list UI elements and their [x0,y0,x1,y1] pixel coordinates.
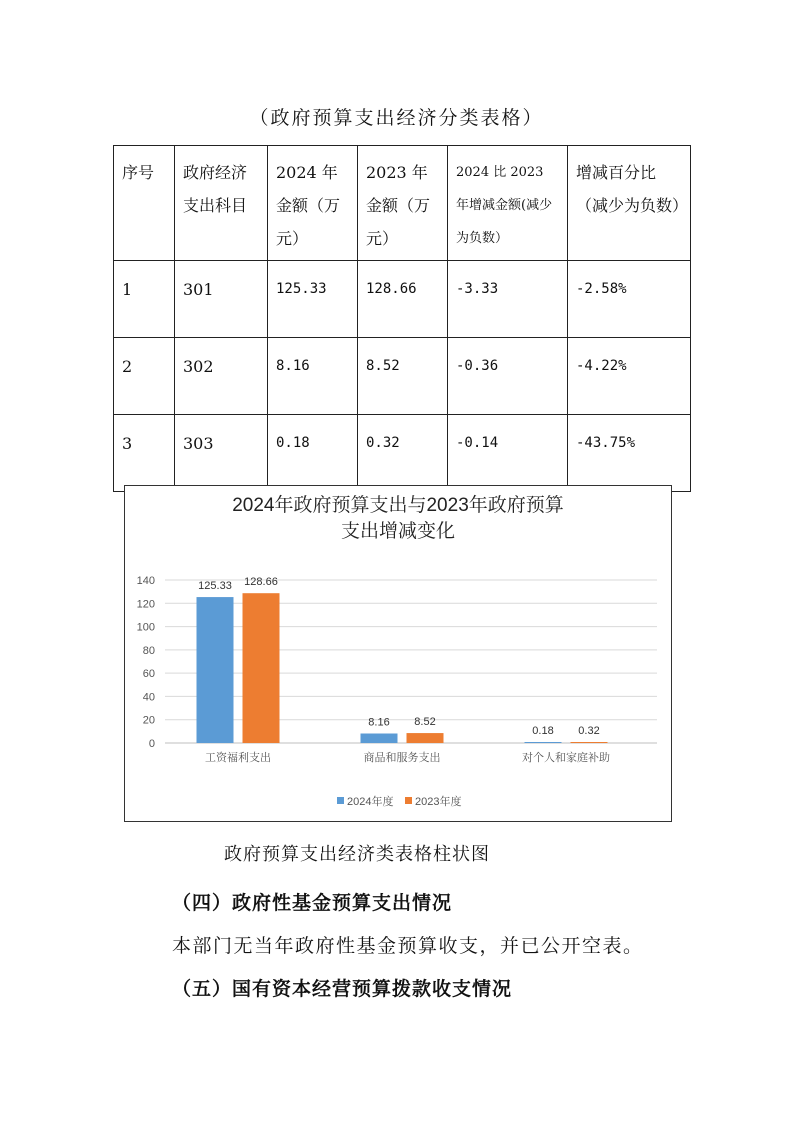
header-cell-2023-amount: 2023 年金额（万元） [358,146,448,261]
table-cell: 125.33 [268,261,358,338]
x-category-label: 商品和服务支出 [363,752,441,764]
table-cell: 3 [114,415,175,492]
x-category-label: 对个人和家庭补助 [522,752,610,764]
section-heading-4: （四）政府性基金预算支出情况 [172,892,453,914]
header-cell-percentage: 增减百分比（减少为负数） [568,146,691,261]
table-cell: 8.52 [358,338,448,415]
table-row [114,338,691,415]
table-cell: -4.22% [568,338,691,415]
table-header-row [114,146,691,261]
data-label: 125.33 [198,580,232,593]
data-label: 8.16 [368,716,390,729]
data-label: 0.32 [578,725,600,737]
header-cell-subject: 政府经济支出科目 [175,146,268,261]
table-cell: 302 [175,338,268,415]
y-tick-label: 100 [136,621,155,634]
table-cell: 0.32 [358,415,448,492]
y-tick-label: 0 [148,738,155,750]
table-row [114,261,691,338]
table-cell: 301 [175,261,268,338]
y-tick-label: 20 [142,714,155,727]
bar-2023 [407,733,444,743]
header-cell-index: 序号 [114,146,175,261]
table-cell: 1 [114,261,175,338]
y-tick-label: 60 [142,668,155,681]
table-cell: -0.14 [448,415,568,492]
table-cell: -3.33 [448,261,568,338]
table-cell: 2 [114,338,175,415]
bar-2024 [197,597,234,743]
table-cell: 303 [175,415,268,492]
y-tick-label: 80 [142,644,155,657]
table-cell: 8.16 [268,338,358,415]
chart-title-line-2: 支出增减变化 [340,521,456,542]
bar-2023 [571,742,608,743]
data-label: 0.18 [532,725,554,737]
table-cell: -0.36 [448,338,568,415]
economic-classification-table [113,145,691,492]
y-tick-label: 140 [136,575,155,587]
header-cell-2024-amount: 2024 年金额（万元） [268,146,358,261]
bar-chart-svg [125,486,671,821]
table-caption: （政府预算支出经济分类表格） [249,107,544,129]
table-cell: 0.18 [268,415,358,492]
bar-2023 [243,593,280,743]
legend-label: 2023年度 [415,796,462,808]
figure-caption: 政府预算支出经济类表格柱状图 [224,844,490,865]
table-row [114,415,691,492]
bar-2024 [525,742,562,743]
section-paragraph-4: 本部门无当年政府性基金预算收支，并已公开空表。 [172,935,644,957]
y-tick-label: 40 [142,691,155,704]
table-cell: 128.66 [358,261,448,338]
x-category-label: 工资福利支出 [205,752,271,764]
bar-chart [124,485,672,822]
legend-label: 2024年度 [347,796,394,808]
header-cell-difference: 2024 比 2023 年增减金额(减少为负数） [448,146,568,261]
table-cell: -2.58% [568,261,691,338]
table-cell: -43.75% [568,415,691,492]
data-label: 8.52 [414,716,436,729]
data-label: 128.66 [244,576,278,589]
bar-2024 [361,733,398,743]
legend-swatch [405,797,412,804]
chart-title-line-1: 2024年政府预算支出与2023年政府预算 [232,495,564,516]
legend-swatch [337,797,344,804]
section-heading-5: （五）国有资本经营预算拨款收支情况 [172,978,513,1000]
y-tick-label: 120 [136,598,155,611]
